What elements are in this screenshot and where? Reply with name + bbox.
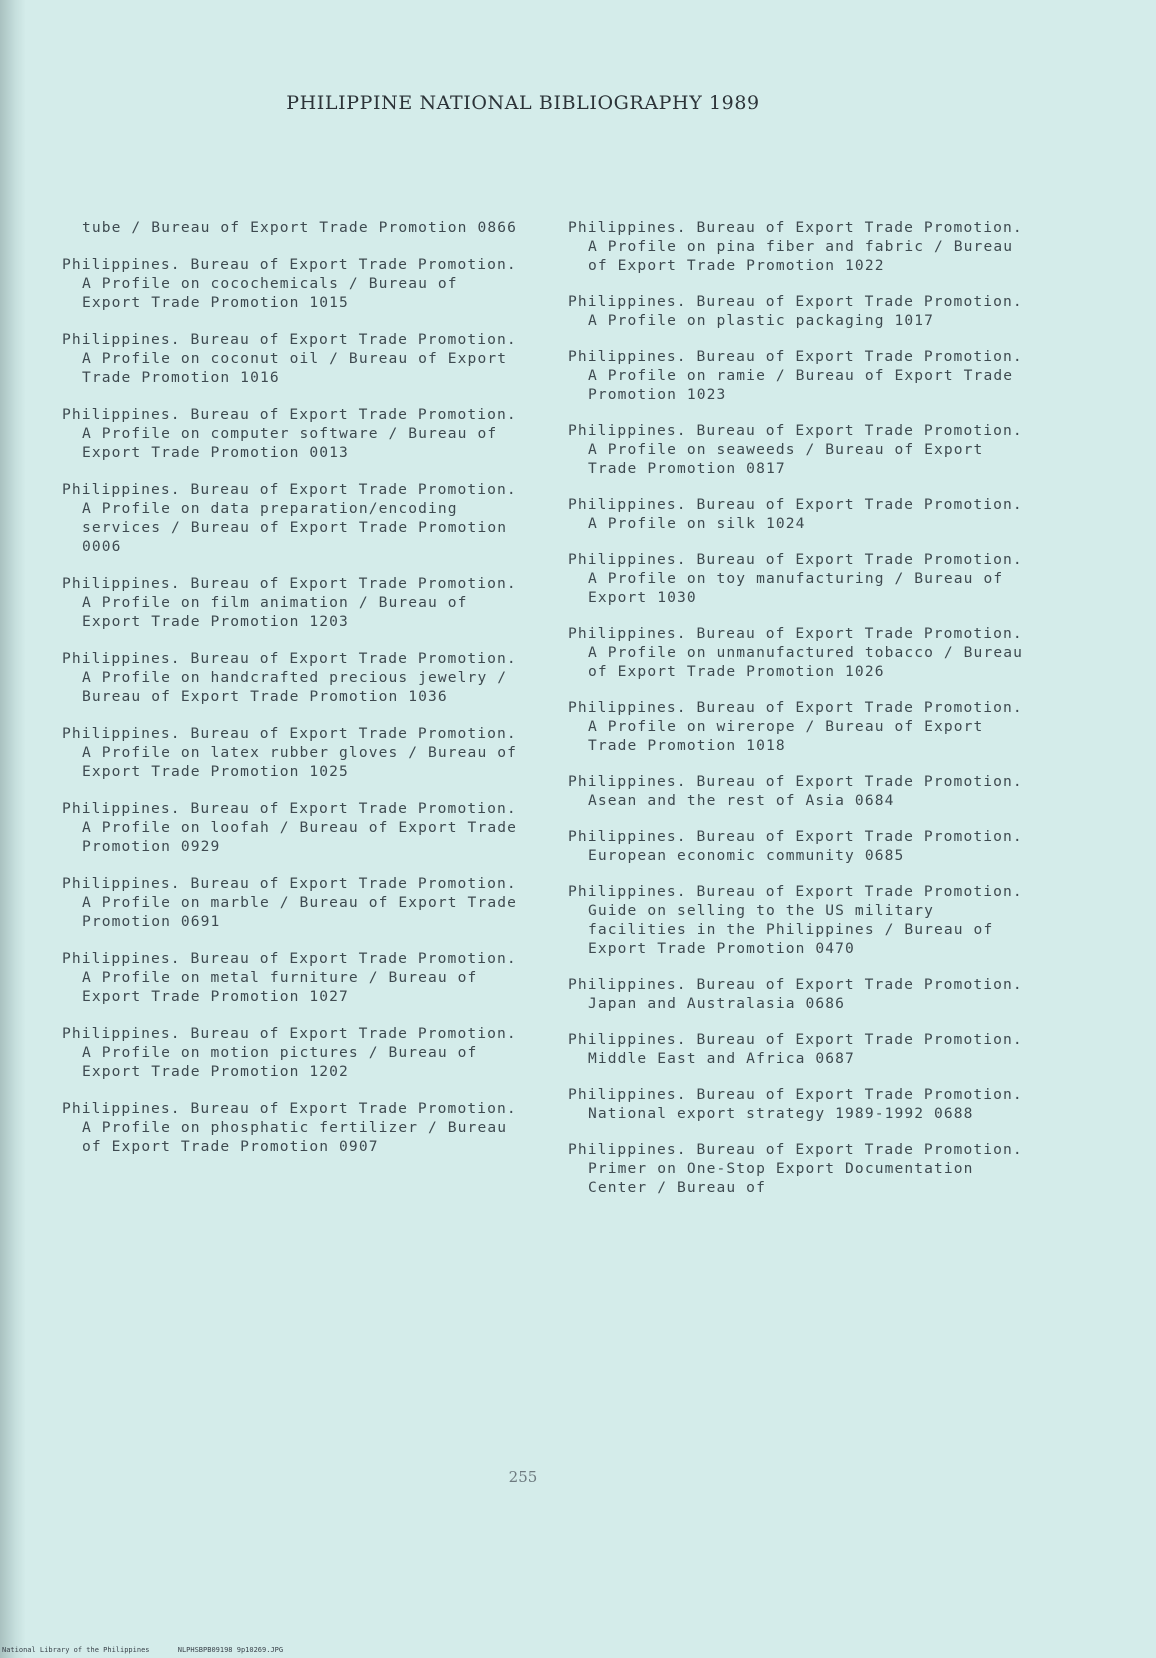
- right-column: [568, 218, 1023, 1197]
- bibliography-entry: Philippines. Bureau of Export Trade Promotion. A Profile on computer software / Bureau of Export Trade Promotion 0013: [62, 406, 517, 461]
- page-title: PHILIPPINE NATIONAL BIBLIOGRAPHY 1989: [286, 92, 760, 114]
- bibliography-entry: Philippines. Bureau of Export Trade Promotion. Middle East and Africa 0687: [568, 1031, 1023, 1067]
- bibliography-entry: Philippines. Bureau of Export Trade Promotion. Japan and Australasia 0686: [568, 976, 1023, 1012]
- page-number: 255: [508, 1468, 538, 1486]
- bibliography-entry: Philippines. Bureau of Export Trade Promotion. Primer on One-Stop Export Documentation Center / Bureau of: [568, 1141, 1023, 1196]
- bibliography-entry: Philippines. Bureau of Export Trade Promotion. Asean and the rest of Asia 0684: [568, 773, 1023, 809]
- bibliography-entry: Philippines. Bureau of Export Trade Promotion. A Profile on ramie / Bureau of Export Trade Promotion 1023: [568, 348, 1023, 403]
- bibliography-entry: Philippines. Bureau of Export Trade Promotion. A Profile on toy manufacturing / Bureau of Export 1030: [568, 551, 1023, 606]
- bibliography-entry: Philippines. Bureau of Export Trade Promotion. A Profile on marble / Bureau of Export Trade Promotion 0691: [62, 875, 517, 930]
- bibliography-entry: Philippines. Bureau of Export Trade Promotion. A Profile on data preparation/encoding services / Bureau of Export Trade Promotion 0006: [62, 481, 517, 555]
- bibliography-entry: Philippines. Bureau of Export Trade Promotion. A Profile on wirerope / Bureau of Export Trade Promotion 1018: [568, 699, 1023, 754]
- bibliography-entry: Philippines. Bureau of Export Trade Promotion. National export strategy 1989-1992 0688: [568, 1086, 1023, 1122]
- bibliography-entry: Philippines. Bureau of Export Trade Promotion. A Profile on pina fiber and fabric / Bureau of Export Trade Promotion 1022: [568, 219, 1023, 274]
- bibliography-entry: Philippines. Bureau of Export Trade Promotion. A Profile on seaweeds / Bureau of Export Trade Promotion 0817: [568, 422, 1023, 477]
- footer-library: National Library of the Philippines: [2, 1646, 150, 1654]
- bibliography-entry: Philippines. Bureau of Export Trade Promotion. A Profile on metal furniture / Bureau of Export Trade Promotion 1027: [62, 950, 517, 1005]
- bibliography-entry: Philippines. Bureau of Export Trade Promotion. A Profile on unmanufactured tobacco / Bureau of Export Trade Promotion 1026: [568, 625, 1023, 680]
- bibliography-entry: Philippines. Bureau of Export Trade Promotion. A Profile on latex rubber gloves / Bureau of Export Trade Promotion 1025: [62, 725, 517, 780]
- left-column: [62, 218, 517, 1156]
- footer-filename: NLPHSBPB09198 9p10269.JPG: [177, 1646, 284, 1654]
- bibliography-entry: Philippines. Bureau of Export Trade Promotion. A Profile on plastic packaging 1017: [568, 293, 1023, 329]
- bibliography-entry: Philippines. Bureau of Export Trade Promotion. A Profile on silk 1024: [568, 496, 1023, 532]
- bibliography-entry: Philippines. Bureau of Export Trade Promotion. European economic community 0685: [568, 828, 1023, 864]
- bibliography-entry: tube / Bureau of Export Trade Promotion 0866: [82, 219, 517, 236]
- bibliography-entry: Philippines. Bureau of Export Trade Promotion. A Profile on coconut oil / Bureau of Export Trade Promotion 1016: [62, 331, 517, 386]
- bibliography-entry: Philippines. Bureau of Export Trade Promotion. A Profile on film animation / Bureau of Export Trade Promotion 1203: [62, 575, 517, 630]
- scan-footer: [2, 1646, 283, 1654]
- bibliography-entry: Philippines. Bureau of Export Trade Promotion. A Profile on motion pictures / Bureau of Export Trade Promotion 1202: [62, 1025, 517, 1080]
- bibliography-entry: Philippines. Bureau of Export Trade Promotion. Guide on selling to the US military facilities in the Philippines / Bureau of Export Trade Promotion 0470: [568, 883, 1023, 957]
- bibliography-entry: Philippines. Bureau of Export Trade Promotion. A Profile on handcrafted precious jewelry / Bureau of Export Trade Promotion 1036: [62, 650, 517, 705]
- binding-shadow: [0, 0, 26, 1658]
- bibliography-entry: Philippines. Bureau of Export Trade Promotion. A Profile on loofah / Bureau of Export Trade Promotion 0929: [62, 800, 517, 855]
- bibliography-entry: Philippines. Bureau of Export Trade Promotion. A Profile on phosphatic fertilizer / Bureau of Export Trade Promotion 0907: [62, 1100, 517, 1155]
- bibliography-entry: Philippines. Bureau of Export Trade Promotion. A Profile on cocochemicals / Bureau of Export Trade Promotion 1015: [62, 256, 517, 311]
